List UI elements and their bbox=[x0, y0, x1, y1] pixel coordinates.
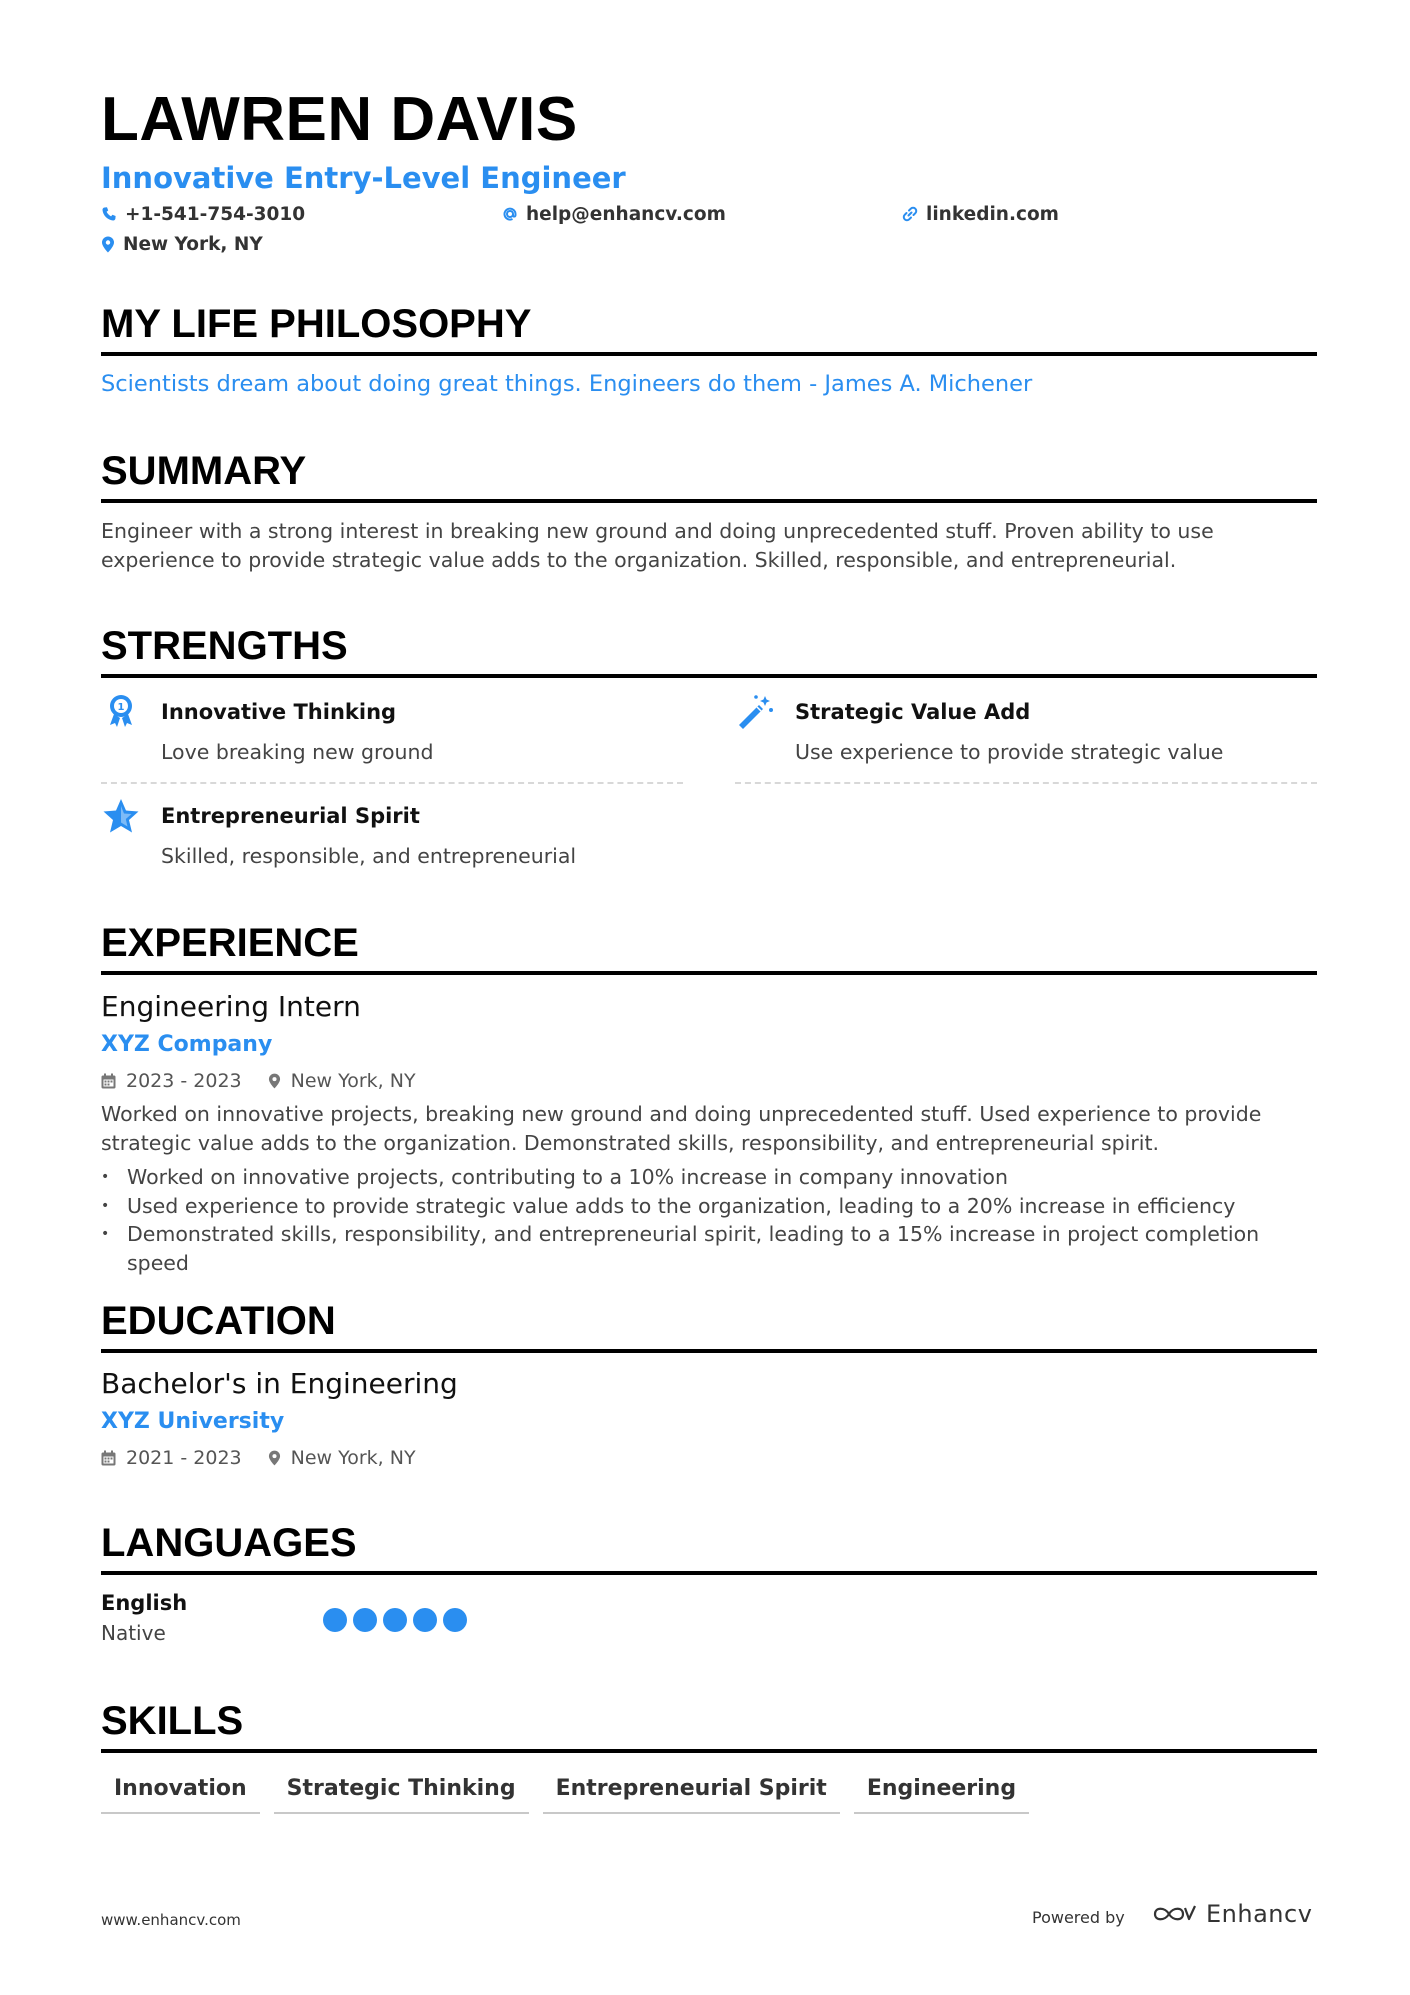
footer-powered-by: Powered by bbox=[1032, 1908, 1125, 1927]
enhancv-logo[interactable] bbox=[1152, 1900, 1312, 1928]
at-icon bbox=[502, 206, 518, 222]
skills-heading: SKILLS bbox=[101, 1699, 1317, 1753]
star-icon bbox=[101, 796, 141, 836]
location-pin-icon bbox=[101, 236, 115, 253]
strength-divider bbox=[735, 782, 1317, 784]
skill-tag: Engineering bbox=[854, 1774, 1029, 1814]
education-location bbox=[268, 1445, 416, 1471]
language-level: Native bbox=[101, 1621, 166, 1645]
philosophy-quote: Scientists dream about doing great things. Engineers do them - James A. Michener bbox=[101, 371, 1033, 397]
experience-company[interactable]: XYZ Company bbox=[101, 1032, 273, 1057]
language-name: English bbox=[101, 1591, 188, 1615]
skill-tag: Strategic Thinking bbox=[274, 1774, 529, 1814]
philosophy-heading: MY LIFE PHILOSOPHY bbox=[101, 302, 1317, 356]
rating-dot bbox=[443, 1608, 467, 1632]
linkedin-contact[interactable] bbox=[902, 201, 1059, 227]
location-pin-icon bbox=[268, 1450, 281, 1466]
experience-meta bbox=[101, 1068, 442, 1094]
experience-dates bbox=[101, 1068, 242, 1094]
calendar-icon bbox=[101, 1450, 116, 1466]
strength-desc: Skilled, responsible, and entrepreneurial bbox=[161, 844, 577, 868]
strength-title: Entrepreneurial Spirit bbox=[161, 804, 420, 828]
experience-location bbox=[268, 1068, 416, 1094]
strength-desc: Love breaking new ground bbox=[161, 740, 434, 764]
experience-bullets bbox=[101, 1163, 1317, 1277]
phone-icon bbox=[101, 206, 117, 222]
rating-dot bbox=[413, 1608, 437, 1632]
candidate-name: LAWREN DAVIS bbox=[101, 85, 578, 154]
email-contact[interactable] bbox=[502, 201, 726, 227]
list-item: • Worked on innovative projects, contributing to a 10% increase in company innovation bbox=[101, 1163, 1317, 1192]
candidate-title: Innovative Entry-Level Engineer bbox=[101, 161, 626, 195]
enhancv-logo-icon bbox=[1152, 1903, 1198, 1925]
rating-dot bbox=[323, 1608, 347, 1632]
strength-desc: Use experience to provide strategic value bbox=[795, 740, 1224, 764]
language-rating bbox=[323, 1608, 473, 1632]
experience-description: Worked on innovative projects, breaking new ground and doing unprecedented stuff. Used experience to provide strategic value adds to the organization. Demonstrated skills, responsibility, and entrepreneurial spirit. bbox=[101, 1102, 1262, 1155]
experience-role: Engineering Intern bbox=[101, 990, 361, 1023]
education-location-text: New York, NY bbox=[290, 1447, 416, 1469]
experience-dates-text: 2023 - 2023 bbox=[126, 1070, 242, 1092]
rating-dot bbox=[383, 1608, 407, 1632]
education-dates bbox=[101, 1445, 242, 1471]
link-icon bbox=[902, 206, 918, 222]
strength-title: Strategic Value Add bbox=[795, 700, 1031, 724]
magic-wand-icon bbox=[735, 692, 775, 732]
location-pin-icon bbox=[268, 1073, 281, 1089]
email-text: help@enhancv.com bbox=[526, 203, 726, 225]
summary-heading: SUMMARY bbox=[101, 449, 1317, 503]
summary-text: Engineer with a strong interest in breaking new ground and doing unprecedented stuff. Proven ability to use experience to provide strategic value adds to the organization. Skilled, responsible, and entrepreneurial. bbox=[101, 519, 1214, 572]
strength-divider bbox=[101, 782, 683, 784]
education-degree: Bachelor's in Engineering bbox=[101, 1367, 458, 1400]
location-text: New York, NY bbox=[123, 233, 263, 255]
phone-text: +1-541-754-3010 bbox=[125, 203, 306, 225]
calendar-icon bbox=[101, 1073, 116, 1089]
linkedin-text: linkedin.com bbox=[926, 203, 1059, 225]
skill-tag: Innovation bbox=[101, 1774, 260, 1814]
rating-dot bbox=[353, 1608, 377, 1632]
education-meta bbox=[101, 1445, 442, 1471]
languages-heading: LANGUAGES bbox=[101, 1521, 1317, 1575]
strength-title: Innovative Thinking bbox=[161, 700, 397, 724]
education-school[interactable]: XYZ University bbox=[101, 1409, 285, 1434]
footer-website[interactable]: www.enhancv.com bbox=[101, 1911, 241, 1929]
location-contact bbox=[101, 231, 263, 257]
strengths-heading: STRENGTHS bbox=[101, 624, 1317, 678]
phone-contact[interactable] bbox=[101, 201, 305, 227]
award-ribbon-icon bbox=[101, 692, 141, 732]
footer-brand: Enhancv bbox=[1206, 1900, 1313, 1928]
list-item: • Used experience to provide strategic value adds to the organization, leading to a 20% increase in efficiency bbox=[101, 1192, 1317, 1221]
skill-tag: Entrepreneurial Spirit bbox=[543, 1774, 840, 1814]
svg-text:1: 1 bbox=[117, 702, 125, 713]
education-dates-text: 2021 - 2023 bbox=[126, 1447, 242, 1469]
skills-list bbox=[101, 1774, 1043, 1814]
experience-heading: EXPERIENCE bbox=[101, 921, 1317, 975]
education-heading: EDUCATION bbox=[101, 1299, 1317, 1353]
list-item: • Demonstrated skills, responsibility, and entrepreneurial spirit, leading to a 15% increase in project completion speed bbox=[101, 1220, 1317, 1277]
experience-location-text: New York, NY bbox=[290, 1070, 416, 1092]
